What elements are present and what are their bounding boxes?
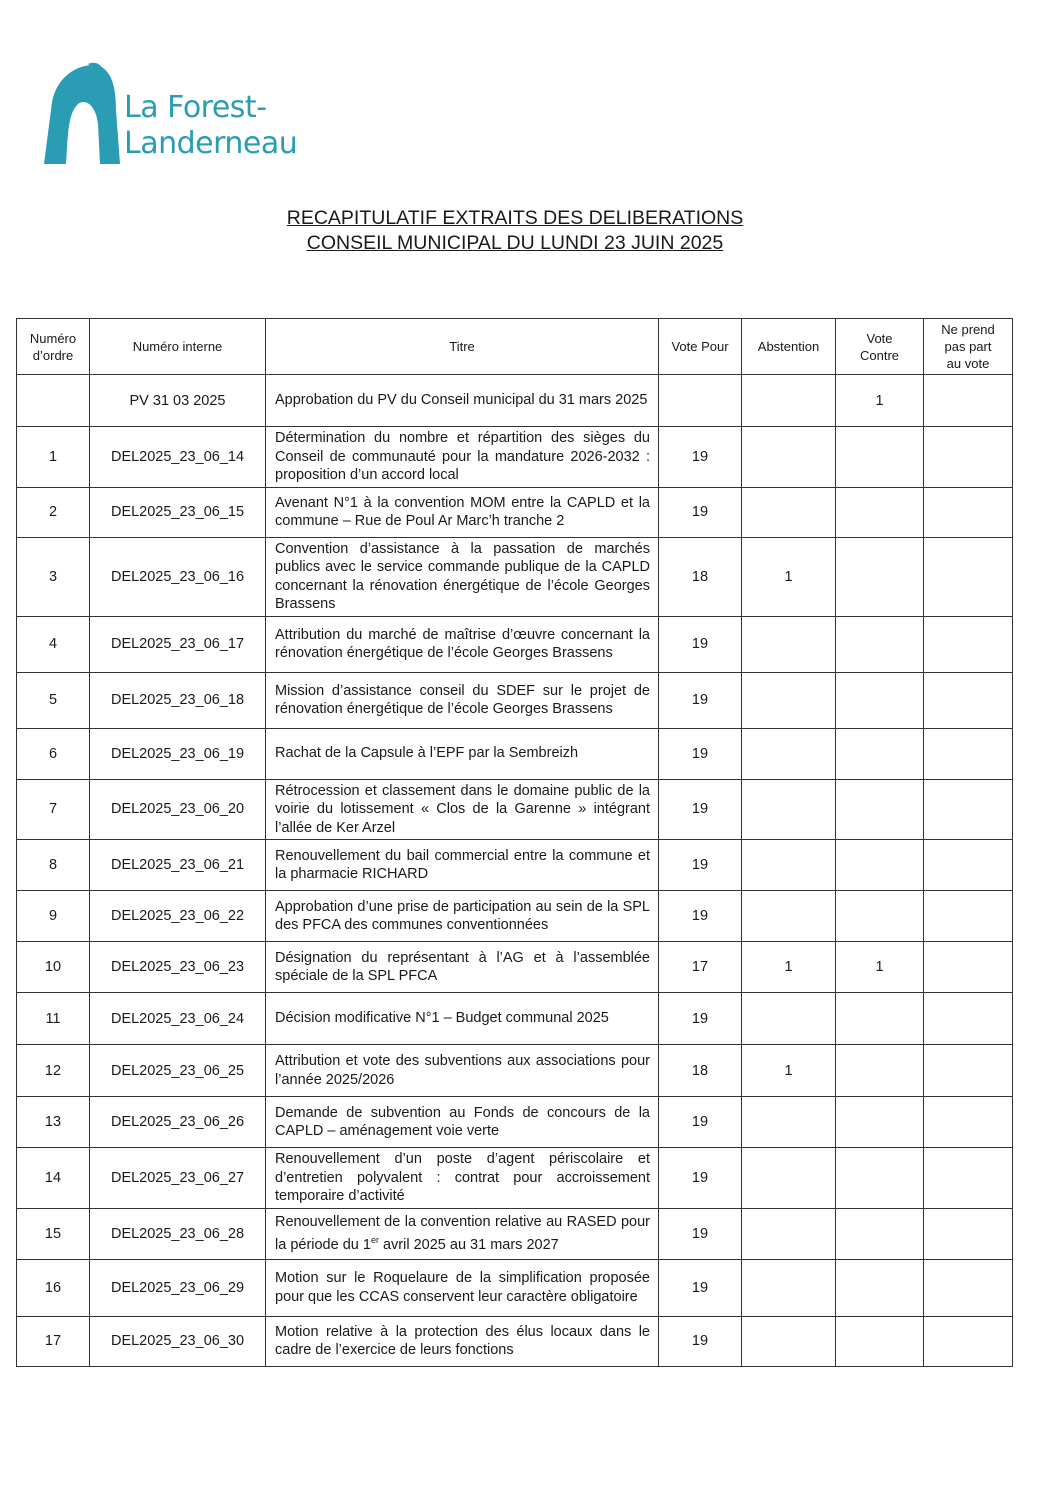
cell-abstention	[742, 672, 836, 728]
table-row	[17, 1045, 1013, 1097]
table-row	[17, 1097, 1013, 1148]
cell-numero-interne: DEL2025_23_06_28	[90, 1208, 266, 1259]
table-row	[17, 375, 1013, 427]
cell-vote-contre	[836, 537, 924, 616]
cell-numero-interne: DEL2025_23_06_27	[90, 1148, 266, 1209]
arch-logo-icon	[40, 62, 124, 168]
cell-ne-prend-pas-part	[924, 728, 1013, 779]
cell-ne-prend-pas-part	[924, 1208, 1013, 1259]
cell-vote-contre: 1	[836, 942, 924, 993]
header-numero-ordre: Numéro d’ordre	[17, 319, 90, 375]
heading-line-2: CONSEIL MUNICIPAL DU LUNDI 23 JUIN 2025	[306, 232, 724, 254]
cell-abstention	[742, 891, 836, 942]
cell-vote-contre	[836, 1316, 924, 1366]
logo-line-1: La Forest-	[124, 90, 267, 125]
table-row	[17, 1316, 1013, 1366]
cell-abstention	[742, 1208, 836, 1259]
table-row	[17, 942, 1013, 993]
cell-numero-ordre: 1	[17, 427, 90, 488]
cell-titre: Mission d’assistance conseil du SDEF sur le projet de rénovation énergétique de l’école Georges Brassens	[266, 672, 659, 728]
table-row	[17, 1208, 1013, 1259]
deliberations-table	[16, 318, 1013, 1367]
cell-titre: Approbation du PV du Conseil municipal du 31 mars 2025	[266, 375, 659, 427]
cell-numero-ordre: 17	[17, 1316, 90, 1366]
table-row	[17, 728, 1013, 779]
cell-numero-interne: DEL2025_23_06_26	[90, 1097, 266, 1148]
table-row	[17, 840, 1013, 891]
cell-numero-interne: PV 31 03 2025	[90, 375, 266, 427]
cell-numero-ordre: 15	[17, 1208, 90, 1259]
document-heading	[0, 206, 1030, 256]
table-row	[17, 1148, 1013, 1209]
table-row	[17, 487, 1013, 537]
cell-numero-interne: DEL2025_23_06_20	[90, 779, 266, 840]
logo-line-2: Landerneau	[124, 126, 298, 161]
cell-ne-prend-pas-part	[924, 1316, 1013, 1366]
table-row	[17, 672, 1013, 728]
cell-vote-pour: 19	[659, 1208, 742, 1259]
cell-vote-pour: 19	[659, 993, 742, 1045]
cell-ne-prend-pas-part	[924, 891, 1013, 942]
cell-abstention	[742, 375, 836, 427]
logo	[40, 62, 300, 172]
cell-abstention	[742, 1097, 836, 1148]
cell-vote-pour: 19	[659, 1259, 742, 1316]
cell-abstention	[742, 779, 836, 840]
cell-numero-ordre: 8	[17, 840, 90, 891]
cell-abstention	[742, 427, 836, 488]
table-row	[17, 779, 1013, 840]
cell-ne-prend-pas-part	[924, 375, 1013, 427]
cell-numero-ordre: 5	[17, 672, 90, 728]
cell-titre: Renouvellement d’un poste d’agent périscolaire et d’entretien polyvalent : contrat pour accroissement temporaire d’activité	[266, 1148, 659, 1209]
cell-titre: Décision modificative N°1 – Budget communal 2025	[266, 993, 659, 1045]
cell-numero-interne: DEL2025_23_06_25	[90, 1045, 266, 1097]
cell-titre: Avenant N°1 à la convention MOM entre la CAPLD et la commune – Rue de Poul Ar Marc’h tranche 2	[266, 487, 659, 537]
cell-vote-pour: 17	[659, 942, 742, 993]
cell-ne-prend-pas-part	[924, 942, 1013, 993]
cell-abstention	[742, 728, 836, 779]
cell-titre: Renouvellement de la convention relative au RASED pour la période du 1er avril 2025 au 31 mars 2027	[266, 1208, 659, 1259]
header-abstention: Abstention	[742, 319, 836, 375]
cell-numero-ordre: 4	[17, 616, 90, 672]
cell-numero-interne: DEL2025_23_06_30	[90, 1316, 266, 1366]
header-numero-interne: Numéro interne	[90, 319, 266, 375]
cell-numero-ordre: 12	[17, 1045, 90, 1097]
cell-vote-contre	[836, 1208, 924, 1259]
cell-numero-ordre: 13	[17, 1097, 90, 1148]
header-titre: Titre	[266, 319, 659, 375]
cell-vote-pour: 18	[659, 537, 742, 616]
cell-titre: Motion sur le Roquelaure de la simplification proposée pour que les CCAS conservent leur caractère obligatoire	[266, 1259, 659, 1316]
heading-line-1: RECAPITULATIF EXTRAITS DES DELIBERATIONS	[286, 207, 744, 229]
cell-vote-pour: 19	[659, 728, 742, 779]
cell-abstention: 1	[742, 942, 836, 993]
cell-vote-pour: 19	[659, 891, 742, 942]
cell-numero-interne: DEL2025_23_06_29	[90, 1259, 266, 1316]
cell-titre: Rétrocession et classement dans le domaine public de la voirie du lotissement « Clos de la Garenne » intégrant l’allée de Ker Arzel	[266, 779, 659, 840]
cell-vote-contre	[836, 891, 924, 942]
table-row	[17, 537, 1013, 616]
table-row	[17, 616, 1013, 672]
cell-vote-contre	[836, 1045, 924, 1097]
cell-ne-prend-pas-part	[924, 537, 1013, 616]
cell-vote-contre	[836, 1148, 924, 1209]
cell-vote-contre	[836, 1259, 924, 1316]
cell-titre: Renouvellement du bail commercial entre la commune et la pharmacie RICHARD	[266, 840, 659, 891]
cell-vote-pour: 19	[659, 672, 742, 728]
cell-vote-contre	[836, 427, 924, 488]
cell-vote-contre	[836, 1097, 924, 1148]
cell-titre: Attribution du marché de maîtrise d’œuvre concernant la rénovation énergétique de l’école Georges Brassens	[266, 616, 659, 672]
cell-titre: Attribution et vote des subventions aux associations pour l’année 2025/2026	[266, 1045, 659, 1097]
cell-ne-prend-pas-part	[924, 672, 1013, 728]
cell-numero-ordre: 11	[17, 993, 90, 1045]
cell-ne-prend-pas-part	[924, 427, 1013, 488]
table-row	[17, 993, 1013, 1045]
cell-abstention	[742, 840, 836, 891]
cell-titre: Détermination du nombre et répartition des sièges du Conseil de communauté pour la mandature 2026-2032 : proposition d’un accord local	[266, 427, 659, 488]
cell-vote-pour: 18	[659, 1045, 742, 1097]
cell-vote-pour	[659, 375, 742, 427]
cell-ne-prend-pas-part	[924, 487, 1013, 537]
cell-numero-interne: DEL2025_23_06_18	[90, 672, 266, 728]
cell-ne-prend-pas-part	[924, 616, 1013, 672]
cell-vote-contre	[836, 779, 924, 840]
cell-numero-ordre: 7	[17, 779, 90, 840]
cell-numero-interne: DEL2025_23_06_14	[90, 427, 266, 488]
header-vote-pour: Vote Pour	[659, 319, 742, 375]
cell-abstention: 1	[742, 1045, 836, 1097]
cell-numero-interne: DEL2025_23_06_19	[90, 728, 266, 779]
cell-vote-contre	[836, 728, 924, 779]
cell-abstention	[742, 1259, 836, 1316]
cell-abstention	[742, 616, 836, 672]
table-row	[17, 1259, 1013, 1316]
cell-numero-interne: DEL2025_23_06_17	[90, 616, 266, 672]
cell-numero-ordre: 3	[17, 537, 90, 616]
cell-numero-interne: DEL2025_23_06_24	[90, 993, 266, 1045]
cell-ne-prend-pas-part	[924, 1259, 1013, 1316]
cell-ne-prend-pas-part	[924, 1097, 1013, 1148]
cell-vote-contre	[836, 672, 924, 728]
cell-abstention	[742, 1316, 836, 1366]
cell-vote-pour: 19	[659, 616, 742, 672]
cell-abstention	[742, 993, 836, 1045]
cell-vote-pour: 19	[659, 779, 742, 840]
cell-vote-pour: 19	[659, 840, 742, 891]
cell-vote-contre	[836, 616, 924, 672]
cell-vote-pour: 19	[659, 1097, 742, 1148]
cell-ne-prend-pas-part	[924, 1045, 1013, 1097]
cell-abstention: 1	[742, 537, 836, 616]
cell-titre: Approbation d’une prise de participation au sein de la SPL des PFCA des communes conventionnées	[266, 891, 659, 942]
cell-numero-ordre: 14	[17, 1148, 90, 1209]
cell-ne-prend-pas-part	[924, 779, 1013, 840]
cell-titre: Demande de subvention au Fonds de concours de la CAPLD – aménagement voie verte	[266, 1097, 659, 1148]
cell-numero-ordre: 16	[17, 1259, 90, 1316]
cell-numero-ordre: 2	[17, 487, 90, 537]
cell-numero-interne: DEL2025_23_06_15	[90, 487, 266, 537]
table-row	[17, 427, 1013, 488]
cell-vote-contre	[836, 840, 924, 891]
cell-numero-interne: DEL2025_23_06_22	[90, 891, 266, 942]
cell-ne-prend-pas-part	[924, 1148, 1013, 1209]
cell-titre: Désignation du représentant à l’AG et à l’assemblée spéciale de la SPL PFCA	[266, 942, 659, 993]
header-ne-prend-pas-part: Ne prend pas part au vote	[924, 319, 1013, 375]
cell-numero-ordre: 9	[17, 891, 90, 942]
cell-numero-interne: DEL2025_23_06_21	[90, 840, 266, 891]
cell-titre: Convention d’assistance à la passation de marchés publics avec le service commande publique de la CAPLD concernant la rénovation énergétique de l’école Georges Brassens	[266, 537, 659, 616]
cell-vote-pour: 19	[659, 427, 742, 488]
cell-vote-contre	[836, 993, 924, 1045]
table-header-row	[17, 319, 1013, 375]
cell-vote-pour: 19	[659, 487, 742, 537]
cell-vote-contre: 1	[836, 375, 924, 427]
table-row	[17, 891, 1013, 942]
cell-vote-contre	[836, 487, 924, 537]
cell-numero-interne: DEL2025_23_06_23	[90, 942, 266, 993]
cell-numero-interne: DEL2025_23_06_16	[90, 537, 266, 616]
cell-titre: Rachat de la Capsule à l’EPF par la Sembreizh	[266, 728, 659, 779]
cell-titre: Motion relative à la protection des élus locaux dans le cadre de l’exercice de leurs fonctions	[266, 1316, 659, 1366]
cell-numero-ordre	[17, 375, 90, 427]
cell-ne-prend-pas-part	[924, 993, 1013, 1045]
cell-numero-ordre: 10	[17, 942, 90, 993]
cell-vote-pour: 19	[659, 1148, 742, 1209]
cell-ne-prend-pas-part	[924, 840, 1013, 891]
cell-numero-ordre: 6	[17, 728, 90, 779]
cell-abstention	[742, 1148, 836, 1209]
cell-abstention	[742, 487, 836, 537]
header-vote-contre: Vote Contre	[836, 319, 924, 375]
cell-vote-pour: 19	[659, 1316, 742, 1366]
